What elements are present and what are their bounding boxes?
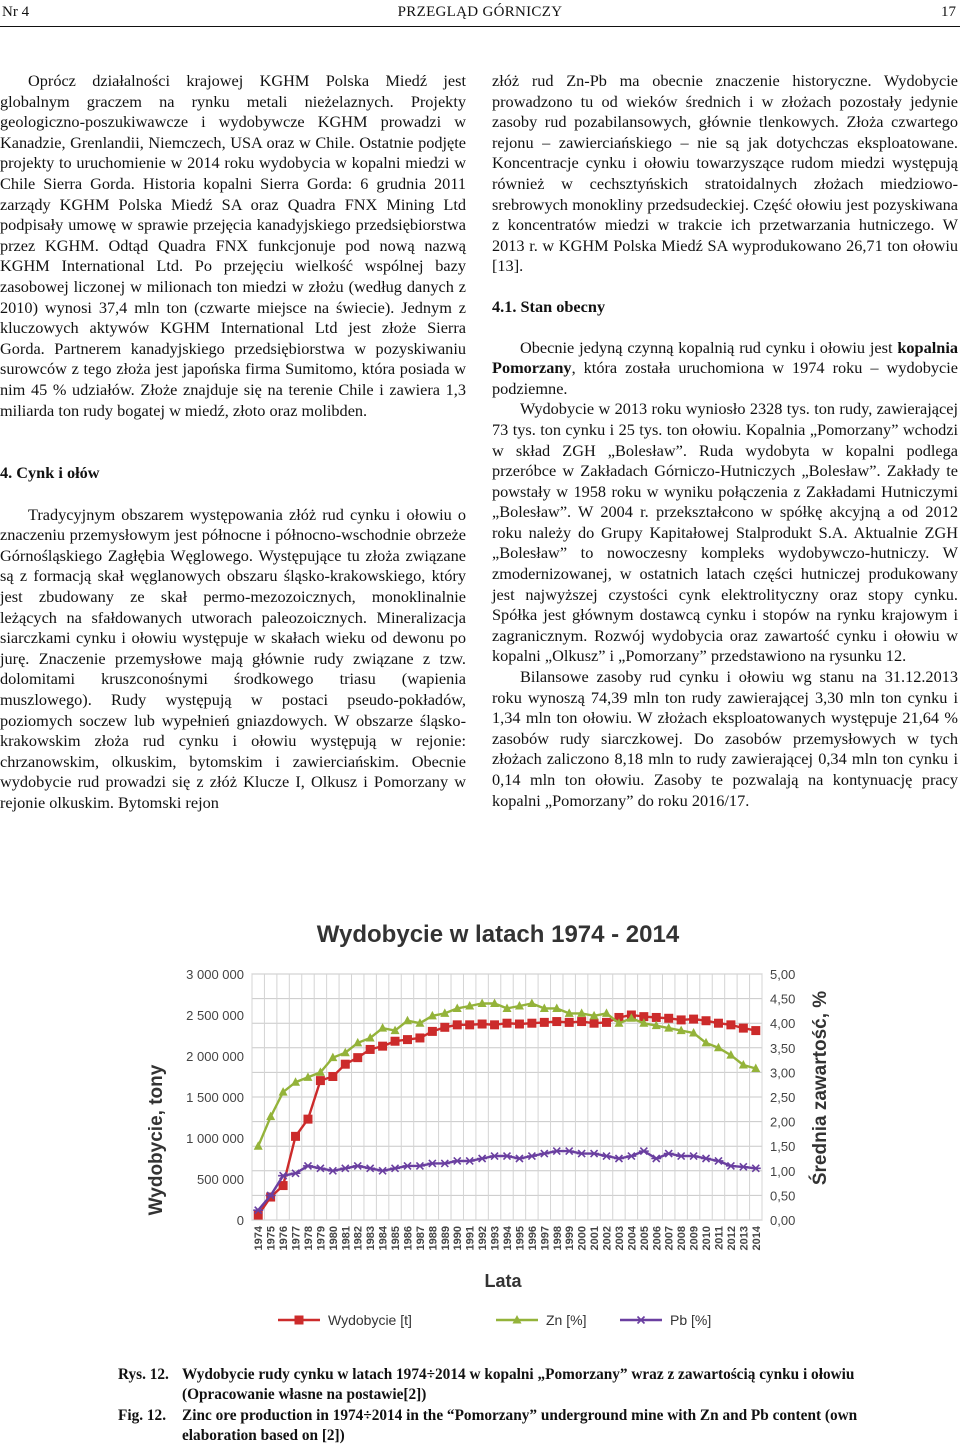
x-tick-label: 1976 bbox=[278, 1226, 291, 1251]
x-tick-label: 1985 bbox=[390, 1226, 403, 1251]
marker-square bbox=[665, 1014, 673, 1022]
x-tick-label: 2003 bbox=[613, 1226, 626, 1251]
marker-square bbox=[652, 1013, 660, 1021]
y-right-tick-label: 1,50 bbox=[770, 1139, 796, 1155]
paragraph-reserves: Bilansowe zasoby rud cynku i ołowiu wg stanu na 31.12.2013 roku wynoszą 74,39 mln ton rudy zawierającej 3,30 mln ton cynku i 1,34 mln ton ołowiu. W złożach eksploatowanych występuje 21,64 % zasobów rudy siarczkowej. Do zasobów przemysłowych w tych złożach zaliczono 8,18 mln to rudy zawierającej 0,34 mln ton cynku i 0,14 mln ton ołowiu. Zasoby te pozwalają na kontynuację pracy kopalni „Pomorzany” do roku 2016/17. bbox=[492, 667, 958, 810]
y-right-tick-label: 4,00 bbox=[770, 1016, 796, 1032]
marker-square bbox=[727, 1021, 735, 1029]
y-left-tick-label: 1 500 000 bbox=[186, 1090, 244, 1105]
y-left-tick-label: 3 000 000 bbox=[186, 967, 244, 982]
marker-square bbox=[528, 1019, 536, 1027]
mine-name: kopalnia Pomorzany bbox=[492, 337, 958, 378]
marker-square bbox=[428, 1027, 436, 1035]
marker-square bbox=[553, 1018, 561, 1026]
x-tick-label: 1988 bbox=[427, 1226, 440, 1251]
marker-square bbox=[478, 1020, 486, 1028]
section-heading-4-1: 4.1. Stan obecny bbox=[492, 296, 606, 316]
caption-label-rys: Rys. 12. bbox=[118, 1366, 169, 1383]
x-tick-label: 2007 bbox=[663, 1226, 676, 1251]
caption-polish bbox=[118, 1365, 878, 1406]
marker-square bbox=[379, 1042, 387, 1050]
marker-square bbox=[690, 1015, 698, 1023]
x-tick-label: 1993 bbox=[489, 1226, 502, 1251]
caption-text-rys: Wydobycie rudy cynku w latach 1974÷2014 w kopalni „Pomorzany” wraz z zawartością cynku i ołowiu (Opracowanie własne na postawie[2]) bbox=[182, 1366, 855, 1404]
marker-square bbox=[714, 1019, 722, 1027]
caption-text-fig: Zinc ore production in 1974÷2014 in the “Pomorzany” underground mine with Zn and Pb content (own elaboration based on [2]) bbox=[182, 1406, 858, 1444]
text-post: , która została uruchomiona w 1974 roku – wydobycie podziemne. bbox=[492, 358, 958, 398]
production-chart bbox=[120, 890, 836, 1346]
marker-square bbox=[391, 1037, 399, 1045]
caption-english bbox=[118, 1406, 878, 1447]
marker-square bbox=[304, 1115, 312, 1123]
x-tick-label: 2013 bbox=[738, 1226, 751, 1251]
page-number: 17 bbox=[941, 4, 956, 20]
x-tick-label: 2004 bbox=[626, 1226, 639, 1251]
marker-square bbox=[565, 1018, 573, 1026]
journal-title: PRZEGLĄD GÓRNICZY bbox=[397, 4, 563, 20]
marker-square bbox=[677, 1016, 685, 1024]
marker-square bbox=[416, 1034, 424, 1042]
x-tick-label: 1996 bbox=[526, 1226, 539, 1251]
marker-square bbox=[453, 1021, 461, 1029]
marker-square bbox=[354, 1054, 362, 1062]
marker-square bbox=[739, 1024, 747, 1032]
x-tick-label: 2005 bbox=[638, 1226, 651, 1251]
figure-caption bbox=[118, 1365, 878, 1446]
legend-label: Zn [%] bbox=[546, 1312, 587, 1328]
section-heading-4: 4. Cynk i ołów bbox=[0, 463, 100, 483]
x-tick-label: 2000 bbox=[576, 1226, 589, 1251]
figure-12 bbox=[120, 890, 836, 1346]
x-tick-label: 2014 bbox=[750, 1226, 763, 1251]
x-tick-label: 2006 bbox=[651, 1226, 664, 1251]
y-right-tick-label: 0,50 bbox=[770, 1188, 796, 1204]
marker-square bbox=[752, 1027, 760, 1035]
marker-square bbox=[578, 1018, 586, 1026]
right-column bbox=[492, 71, 958, 811]
marker-square bbox=[503, 1019, 511, 1027]
x-tick-label: 1997 bbox=[539, 1226, 552, 1251]
marker-square bbox=[279, 1182, 287, 1190]
x-tick-label: 1991 bbox=[464, 1226, 477, 1251]
y-right-tick-label: 1,00 bbox=[770, 1163, 796, 1179]
chart-title: Wydobycie w latach 1974 - 2014 bbox=[316, 921, 680, 948]
marker-square bbox=[329, 1073, 337, 1081]
marker-square bbox=[466, 1021, 474, 1029]
x-tick-label: 2012 bbox=[725, 1226, 738, 1251]
y-right-tick-label: 3,00 bbox=[770, 1065, 796, 1081]
x-tick-label: 2008 bbox=[676, 1226, 689, 1251]
y-left-tick-label: 0 bbox=[236, 1213, 244, 1228]
text-pre: Obecnie jedyną czynną kopalnią rud cynku i ołowiu jest bbox=[520, 337, 898, 357]
marker-square bbox=[540, 1018, 548, 1026]
marker-square bbox=[292, 1132, 300, 1140]
x-tick-label: 1983 bbox=[365, 1226, 378, 1251]
legend-label: Wydobycie [t] bbox=[328, 1312, 412, 1328]
y-right-tick-label: 5,00 bbox=[770, 967, 796, 982]
y-left-tick-label: 2 000 000 bbox=[186, 1049, 244, 1064]
x-tick-label: 1990 bbox=[452, 1226, 465, 1251]
marker-square bbox=[341, 1060, 349, 1068]
x-tick-label: 1975 bbox=[265, 1226, 278, 1251]
x-tick-label: 1986 bbox=[402, 1226, 415, 1251]
marker-square bbox=[316, 1077, 324, 1085]
y-left-tick-label: 2 500 000 bbox=[186, 1008, 244, 1023]
page-header bbox=[0, 0, 960, 27]
y-right-tick-label: 0,00 bbox=[770, 1213, 796, 1228]
marker-square bbox=[491, 1021, 499, 1029]
y-right-tick-label: 2,50 bbox=[770, 1090, 796, 1105]
marker-square bbox=[702, 1017, 710, 1025]
x-tick-label: 1994 bbox=[502, 1226, 514, 1251]
y-right-tick-label: 4,50 bbox=[770, 991, 796, 1007]
x-tick-label: 2011 bbox=[713, 1226, 726, 1250]
marker-square bbox=[366, 1045, 374, 1053]
x-tick-label: 1979 bbox=[315, 1226, 328, 1251]
y-right-tick-label: 3,50 bbox=[770, 1040, 796, 1056]
x-tick-label: 1984 bbox=[377, 1226, 390, 1251]
paragraph-production: Wydobycie w 2013 roku wyniosło 2328 tys. ton rudy, zawierającej 73 tys. ton cynku i 25 tys. ton ołowiu. Kopalnia „Pomorzany” wchodzi w skład ZGH „Bolesław”. Ruda wydobyta w kopalni podlega przeróbce w Zakładach Górniczo-Hutniczych „Bolesław”. Zakłady te powstały w 1958 roku w wyniku połączenia z Zakładami Hutniczymi „Bolesław”. W 2004 r. przekształcono w spółkę akcyjną a od 2012 roku należy do Grupy Kapitałowej Stalprodukt S.A. Aktualnie ZGH „Bolesław” to nowoczesny kompleks wydobywczo-hutniczy. W zmodernizowanej, w ostatnich latach części hutniczej produkowany jest najwyższej czystości cynk elektrolityczny oraz stopy cynku. Spółka jest głównym dostawcą cynku i stopów na rynku krajowym i zagranicznym. Rozwój wydobycia oraz zawartość cynku i ołowiu w kopalni „Olkusz” i „Pomorzany” przedstawiono na rysunku 12. bbox=[492, 399, 958, 666]
x-tick-label: 2010 bbox=[701, 1226, 714, 1251]
x-tick-label: 1987 bbox=[414, 1226, 427, 1251]
x-tick-label: 1992 bbox=[477, 1226, 490, 1251]
marker-square bbox=[295, 1316, 303, 1324]
x-tick-label: 1989 bbox=[439, 1226, 452, 1251]
left-column bbox=[0, 71, 466, 814]
caption-label-fig: Fig. 12. bbox=[118, 1406, 167, 1424]
legend-label: Pb [%] bbox=[670, 1312, 712, 1328]
marker-square bbox=[590, 1019, 598, 1027]
x-tick-label: 1995 bbox=[514, 1226, 527, 1251]
marker-square bbox=[515, 1020, 523, 1028]
y-left-tick-label: 500 000 bbox=[197, 1172, 244, 1187]
x-tick-label: 2009 bbox=[688, 1226, 701, 1251]
x-tick-label: 2001 bbox=[589, 1226, 602, 1251]
x-tick-label: 2002 bbox=[601, 1226, 614, 1251]
y-left-tick-label: 1 000 000 bbox=[186, 1131, 244, 1146]
marker-square bbox=[403, 1036, 411, 1044]
x-tick-label: 1998 bbox=[551, 1226, 564, 1251]
x-tick-label: 1982 bbox=[352, 1226, 365, 1251]
paragraph-continued: złóż rud Zn-Pb ma obecnie znaczenie historyczne. Wydobycie prowadzono tu od wieków średnich i w złożach pozostały jedynie zasoby rud pozabilansowych, głównie tlenkowych. Złoża czwartego rejonu – zawierciańskiego – nie są jak dotychczas eksploatowane. Koncentracje cynku i ołowiu towarzyszące rudom miedzi występują również w cechsztyńskich stratoidalnych złożach miedziowo-srebrowych monokliny przedsudeckiej. Część ołowiu jest pozyskiwana z koncentratów miedzi w trakcie ich przetwarzania hutniczego. W 2013 r. w KGHM Polska Miedź SA wyprodukowano 26,71 ton ołowiu [13]. bbox=[492, 71, 958, 276]
x-tick-label: 1981 bbox=[340, 1226, 353, 1251]
marker-square bbox=[603, 1018, 611, 1026]
x-tick-label: 1980 bbox=[327, 1226, 340, 1251]
y-axis-right-label: Średnia zawartość, % bbox=[810, 990, 831, 1186]
x-tick-label: 1978 bbox=[302, 1226, 315, 1251]
marker-square bbox=[441, 1023, 449, 1031]
paragraph-kghm: Oprócz działalności krajowej KGHM Polska Miedź jest globalnym graczem na rynku metali nieżelaznych. Projekty geologiczno-poszukiwawcze i wydobywcze KGHM prowadzi w Kanadzie, Grenlandii, Niemczech, USA oraz w Chile. Ostatnie podjęte projekty to uruchomienie w 2014 roku wydobycia w kopalni miedzi w Chile Sierra Gorda. Historia kopalni Sierra Gorda: 6 grudnia 2011 zarządy KGHM Polska Miedź SA oraz Quadra FNX Mining Ltd podpisały umowę w sprawie przejęcia kanadyjskiego przedsiębiorstwa przez KGHM. Odtąd Quadra FNX funkcjonuje pod nową nazwą KGHM International Ltd. Po przejęciu wielkość wspólnej bazy zasobowej liczonej w milionach ton miedzi w złożu (według danych z 2010) wynosi 37,4 mln ton (czwarte miejsce na świecie). Jednym z kluczowych aktywów KGHM International Ltd jest złoże Sierra Gorda. Partnerem kanadyjskiego przedsiębiorstwa w pozyskiwaniu surowców z tego złoża jest japońska firma Sumitomo, która posiada w nim 45 % udziałów. Złoże znajduje się na terenie Chile i zawiera 1,3 miliarda ton rudy bogatej w miedź, złoto oraz molibden. bbox=[0, 71, 466, 420]
issue-number: Nr 4 bbox=[2, 4, 30, 20]
x-tick-label: 1999 bbox=[564, 1226, 577, 1251]
y-right-tick-label: 2,00 bbox=[770, 1114, 796, 1130]
y-axis-left-label: Wydobycie, tony bbox=[146, 1064, 167, 1216]
x-tick-label: 1974 bbox=[253, 1226, 266, 1251]
x-tick-label: 1977 bbox=[290, 1226, 303, 1251]
paragraph-zinc-lead: Tradycyjnym obszarem występowania złóż rud cynku i ołowiu o znaczeniu przemysłowym jest północne i północno-wschodnie obrzeże Górnośląskiego Zagłębia Węglowego. Występujące tu złoża związane są z formacją skał węglanowych obszaru śląsko-krakowskiego, który jest zbudowany ze skał permo-mezozoicznych, monoklinalnie leżących na sfałdowanych utworach paleozoicznych. Mineralizacja siarczkami cynku i ołowiu występuje w skałach wieku od dewonu po jurę. Znaczenie przemysłowe mają głównie rudy związane z tzw. dolomitami kruszconośnymi środkowego triasu (wapienia muszlowego). Rudy występują w postaci pseudo-pokładów, poziomych soczew lub wypełnień gniazdowych. W obszarze śląsko-krakowskim złoża rud cynku i ołowiu występują w rejonie: chrzanowskim, olkuskim, bytomskim i zawierciańskim. Obecnie wydobycie rud prowadzi się z złóż Klucze I, Olkusz i Pomorzany w rejonie olkuskim. Bytomski rejon bbox=[0, 504, 466, 812]
x-axis-label: Lata bbox=[484, 1271, 522, 1291]
paragraph-current-state bbox=[492, 338, 958, 400]
